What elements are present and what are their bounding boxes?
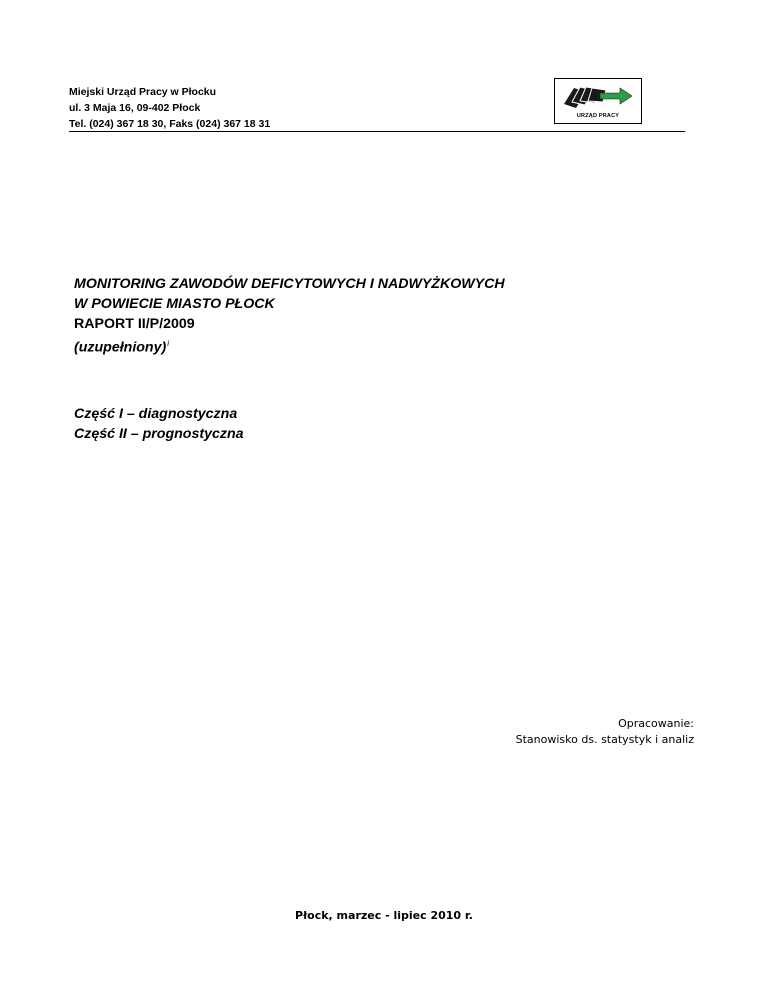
footnote-mark: i <box>167 339 169 348</box>
title-line-2: W POWIECIE MIASTO PŁOCK <box>74 296 275 312</box>
report-status <box>74 334 674 358</box>
part-2: Część II – prognostyczna <box>74 426 244 442</box>
logo-text: URZĄD PRACY <box>576 113 620 119</box>
org-name: Miejski Urząd Pracy w Płocku <box>69 86 217 98</box>
report-parts <box>74 404 574 444</box>
prepared-by <box>516 716 694 748</box>
title-line-1: MONITORING ZAWODÓW DEFICYTOWYCH I NADWYŻKOWYCH <box>74 276 505 292</box>
part-1: Część I – diagnostyczna <box>74 406 238 422</box>
report-number: RAPORT II/P/2009 <box>74 316 195 332</box>
place-date: Płock, marzec - lipiec 2010 r. <box>295 909 473 922</box>
prepared-by-label: Opracowanie: <box>618 717 694 730</box>
report-title <box>74 274 674 358</box>
header-divider <box>69 131 685 132</box>
report-status-text: (uzupełniony) <box>74 339 167 356</box>
prepared-by-author: Stanowisko ds. statystyk i analiz <box>515 733 694 746</box>
cards-arrow-logo-icon <box>560 82 636 110</box>
urzad-pracy-logo <box>554 78 642 124</box>
org-address: ul. 3 Maja 16, 09-402 Płock <box>69 102 201 114</box>
org-contact: Tel. (024) 367 18 30, Faks (024) 367 18 31 <box>69 118 271 130</box>
